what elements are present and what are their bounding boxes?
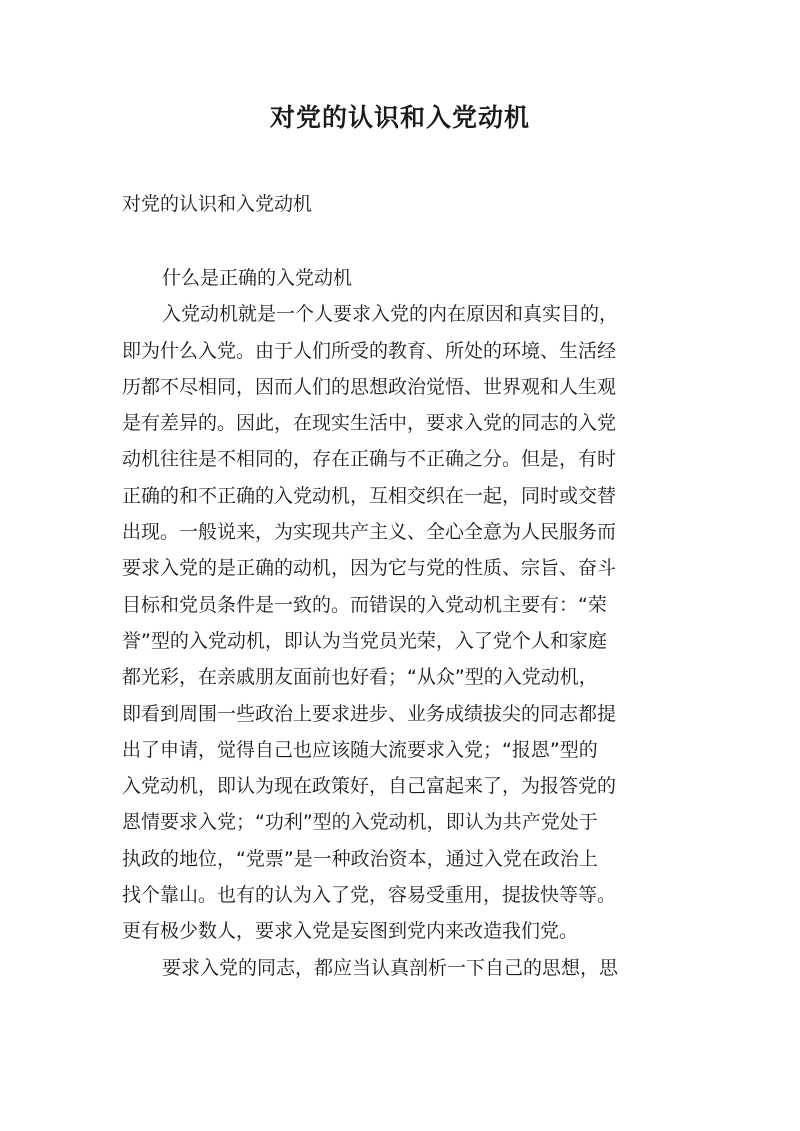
- body-line: 执政的地位，“党票”是一种政治资本，通过入党在政治上: [122, 847, 598, 870]
- body-line: 动机往往是不相同的，存在正确与不正确之分。但是，有时: [122, 448, 617, 471]
- body-line: 什么是正确的入党动机: [162, 267, 353, 289]
- body-line: 历都不尽相同，因而人们的思想政治觉悟、世界观和人生观: [122, 375, 617, 398]
- document-subtitle: 对党的认识和入党动机: [122, 193, 313, 215]
- body-line: 要求入党的是正确的动机，因为它与党的性质、宗旨、奋斗: [122, 557, 617, 580]
- body-line: 目标和党员条件是一致的。而错误的入党动机主要有：“荣: [122, 593, 607, 616]
- body-line: 正确的和不正确的入党动机，互相交织在一起，同时或交替: [122, 484, 617, 507]
- document-title: 对党的认识和入党动机: [269, 103, 530, 132]
- body-line: 更有极少数人，要求入党是妄图到党内来改造我们党。: [122, 920, 579, 943]
- body-line: 誉”型的入党动机，即认为当党员光荣，入了党个人和家庭: [122, 629, 607, 652]
- body-line: 要求入党的同志，都应当认真剖析一下自己的思想，思: [162, 956, 619, 979]
- document-body: [122, 260, 682, 986]
- body-line: 入党动机就是一个人要求入党的内在原因和真实目的，: [162, 303, 619, 326]
- body-line: 出现。一般说来，为实现共产主义、全心全意为人民服务而: [122, 521, 617, 544]
- body-line: 出了申请，觉得自己也应该随大流要求入党；“报恩”型的: [122, 738, 598, 761]
- body-line: 入党动机，即认为现在政策好，自己富起来了，为报答党的: [122, 775, 617, 798]
- body-line: 找个靠山。也有的认为入了党，容易受重用，提拔快等等。: [122, 884, 617, 907]
- body-line: 即为什么入党。由于人们所受的教育、所处的环境、生活经: [122, 339, 617, 362]
- body-line: 即看到周围一些政治上要求进步、业务成绩拔尖的同志都提: [122, 702, 617, 725]
- body-line: 都光彩，在亲戚朋友面前也好看；“从众”型的入党动机，: [122, 666, 598, 689]
- body-line: 是有差异的。因此，在现实生活中，要求入党的同志的入党: [122, 412, 617, 435]
- body-line: 恩情要求入党；“功利”型的入党动机，即认为共产党处于: [122, 811, 598, 834]
